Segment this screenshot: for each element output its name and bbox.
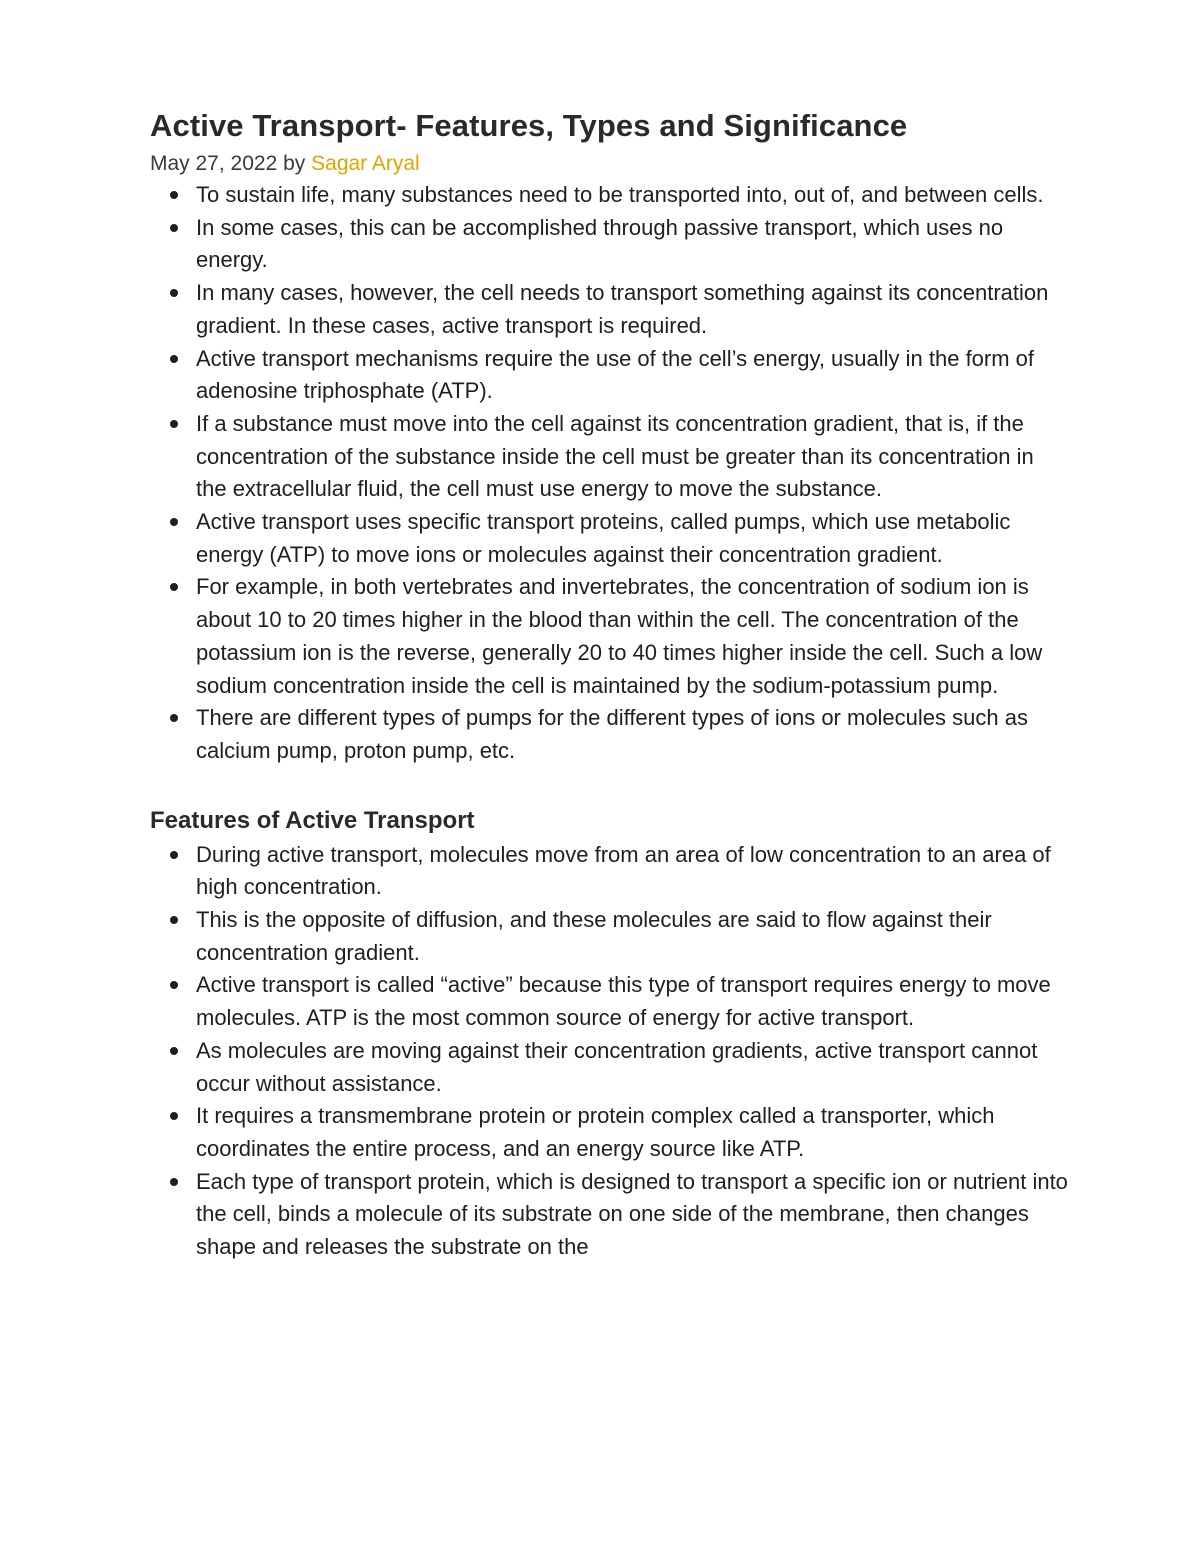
list-item: As molecules are moving against their concentration gradients, active transport cannot occur without assistance.	[150, 1035, 1070, 1100]
byline-prefix: by	[283, 152, 306, 175]
features-list	[150, 839, 1070, 1264]
list-item: There are different types of pumps for the different types of ions or molecules such as calcium pump, proton pump, etc.	[150, 702, 1070, 767]
bullet-icon	[170, 714, 178, 722]
bullet-icon	[170, 851, 178, 859]
bullet-icon	[170, 289, 178, 297]
bullet-icon	[170, 518, 178, 526]
list-item: It requires a transmembrane protein or protein complex called a transporter, which coordinates the entire process, and an energy source like ATP.	[150, 1100, 1070, 1165]
list-item: In many cases, however, the cell needs to transport something against its concentration gradient. In these cases, active transport is required.	[150, 277, 1070, 342]
list-item: In some cases, this can be accomplished through passive transport, which uses no energy.	[150, 212, 1070, 277]
list-item: Active transport uses specific transport proteins, called pumps, which use metabolic energy (ATP) to move ions or molecules against their concentration gradient.	[150, 506, 1070, 571]
author-link[interactable]: Sagar Aryal	[311, 152, 420, 175]
list-item: Active transport mechanisms require the use of the cell’s energy, usually in the form of adenosine triphosphate (ATP).	[150, 343, 1070, 408]
intro-list	[150, 179, 1070, 768]
publish-date: May 27, 2022	[150, 152, 278, 175]
list-item: Active transport is called “active” because this type of transport requires energy to move molecules. ATP is the most common source of energy for active transport.	[150, 969, 1070, 1034]
list-item: Each type of transport protein, which is designed to transport a specific ion or nutrient into the cell, binds a molecule of its substrate on one side of the membrane, then changes shape and releases the substrate on the	[150, 1166, 1070, 1264]
list-item: To sustain life, many substances need to be transported into, out of, and between cells.	[150, 179, 1070, 212]
bullet-icon	[170, 224, 178, 232]
bullet-icon	[170, 191, 178, 199]
features-heading: Features of Active Transport	[150, 806, 475, 834]
bullet-icon	[170, 355, 178, 363]
article	[150, 104, 1070, 1264]
bullet-icon	[170, 981, 178, 989]
bullet-icon	[170, 1047, 178, 1055]
list-item: If a substance must move into the cell against its concentration gradient, that is, if the concentration of the substance inside the cell must be greater than its concentration in the extracellular fluid, the cell must use energy to move the substance.	[150, 408, 1070, 506]
bullet-icon	[170, 1178, 178, 1186]
list-item: For example, in both vertebrates and invertebrates, the concentration of sodium ion is about 10 to 20 times higher in the blood than within the cell. The concentration of the potassium ion is the reverse, generally 20 to 40 times higher inside the cell. Such a low sodium concentration inside the cell is maintained by the sodium-potassium pump.	[150, 571, 1070, 702]
bullet-icon	[170, 1112, 178, 1120]
list-item: During active transport, molecules move from an area of low concentration to an area of high concentration.	[150, 839, 1070, 904]
bullet-icon	[170, 420, 178, 428]
article-meta	[150, 148, 1070, 179]
bullet-icon	[170, 583, 178, 591]
page-title: Active Transport- Features, Types and Significance	[150, 108, 908, 143]
bullet-icon	[170, 916, 178, 924]
list-item: This is the opposite of diffusion, and these molecules are said to flow against their concentration gradient.	[150, 904, 1070, 969]
